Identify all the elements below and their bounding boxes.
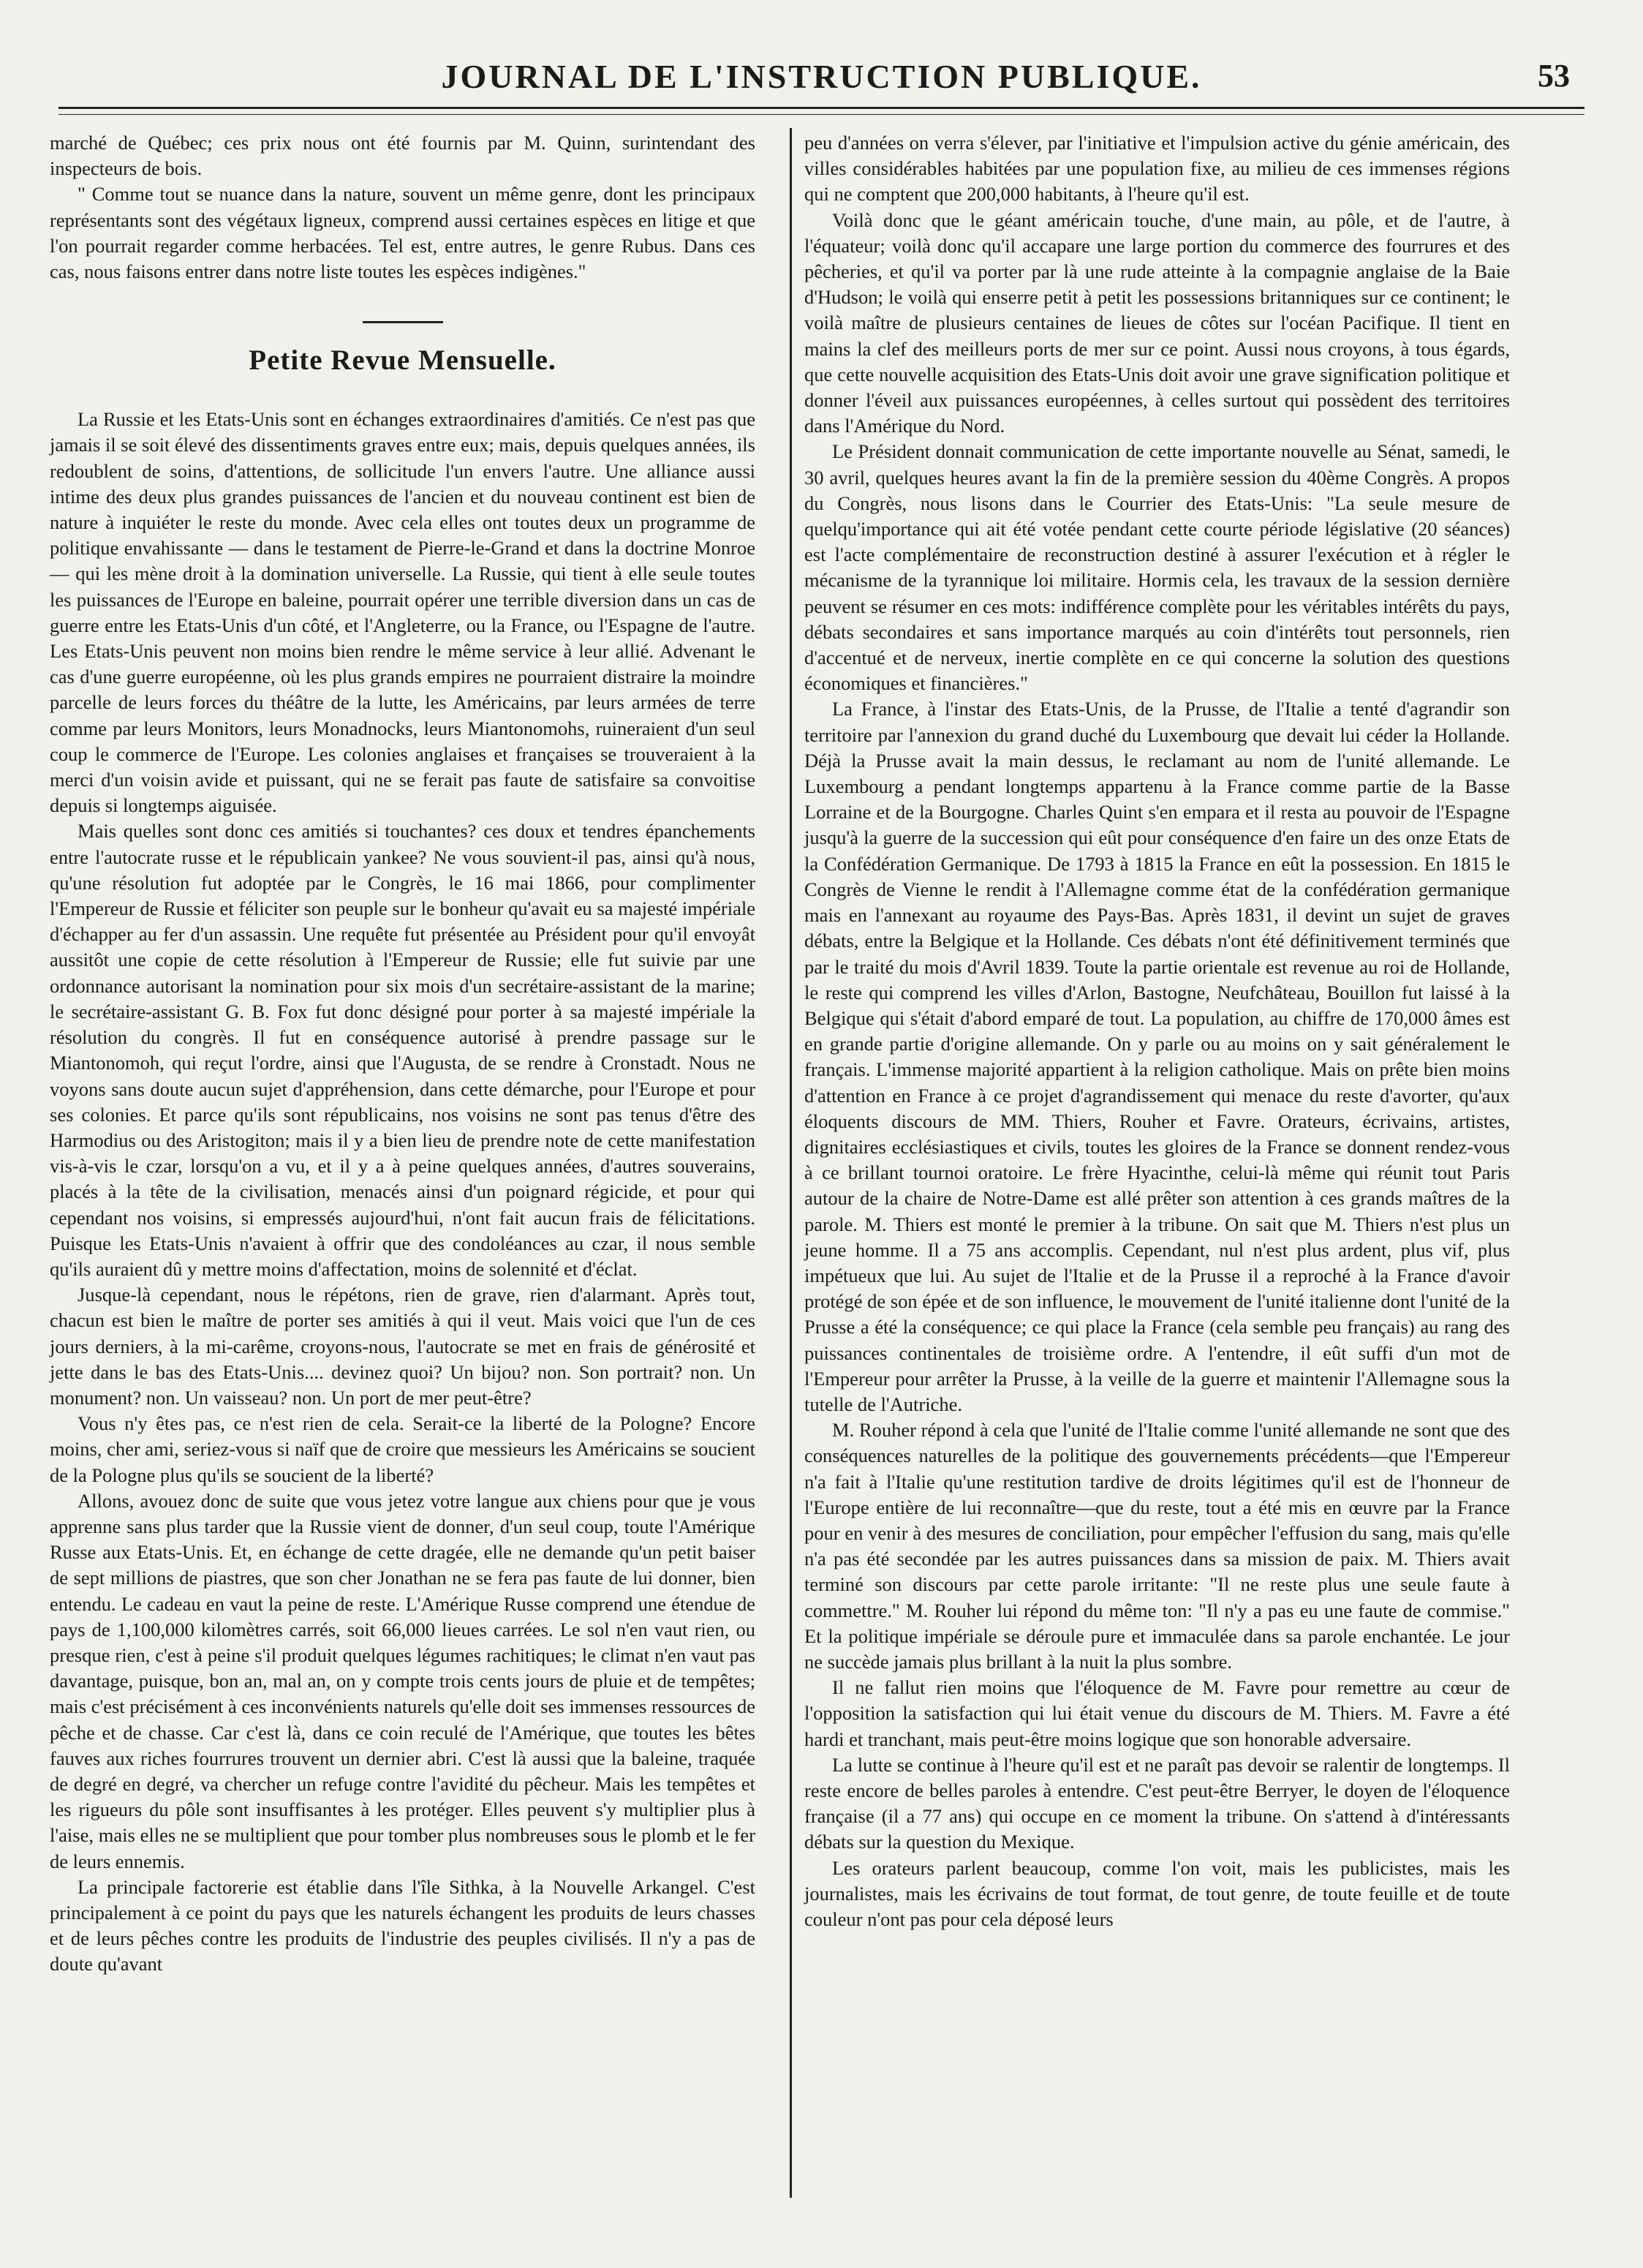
paragraph: La Russie et les Etats-Unis sont en échanges extraordinaires d'amitiés. Ce n'est pas que jamais il se soit élevé des dissentiments graves entre eux; mais, depuis quelques années, ils redoublent de soins, d'attentions, de sollicitude l'un envers l'autre. Une alliance aussi intime des deux plus grandes puissances de l'ancien et du nouveau continent est bien de nature à inquiéter le reste du monde. Avec cela elles ont toutes deux un programme de politique envahissante — dans le testament de Pierre-le-Grand et dans la doctrine Monroe — qui les mène droit à la domination universelle. La Russie, qui tient à elle seule toutes les puissances de l'Europe en baleine, pourrait opérer une terrible diversion dans un cas de guerre entre les Etats-Unis d'un côté, et l'Angleterre, ou la France, ou l'Espagne de l'autre. Les Etats-Unis peuvent non moins bien rendre le même service à leur allié. Advenant le cas d'une guerre européenne, où les plus grands empires ne pourraient distraire la moindre parcelle de leurs forces du théâtre de la lutte, les Américains, par leurs armées de terre comme par leurs Monitors, leurs Monadnocks, leurs Miantonomohs, ruineraient d'un seul coup le commerce de l'Europe. Les colonies anglaises et françaises se trouveraient à la merci d'un voisin avide et puissant, qui ne se ferait pas faute de satisfaire sa convoitise depuis si longtemps aiguisée. [50, 408, 755, 817]
paragraph: " Comme tout se nuance dans la nature, souvent un même genre, dont les principaux représentants sont des végétaux ligneux, comprend aussi certaines espèces en litige et que l'on pourrait regarder comme herbacées. Tel est, entre autres, le genre Rubus. Dans ces cas, nous faisons entrer dans notre liste toutes les espèces indigènes." [50, 183, 755, 283]
header-rule-thick [58, 107, 1585, 109]
section-title: Petite Revue Mensuelle. [249, 344, 556, 377]
paragraph: Voilà donc que le géant américain touche, d'une main, au pôle, et de l'autre, à l'équateur; voilà donc qu'il accapare une large portion du commerce des fourrures et des pêcheries, et qu'il va porter par là une rude atteinte à la compagnie anglaise de la Baie d'Hudson; le voilà qui enserre petit à petit les possessions britanniques sur ce continent; le voilà maître de plusieurs centaines de lieues de côtes sur l'océan Pacifique. Il tient en mains la clef des meilleurs ports de mer sur ce point. Aussi nous croyons, à tous égards, que cette nouvelle acquisition des Etats-Unis doit avoir une grave signification politique et donner l'éveil aux puissances européennes, à celles surtout qui possèdent des territoires dans l'Amérique du Nord. [804, 208, 1510, 437]
paragraph: Allons, avouez donc de suite que vous jetez votre langue aux chiens pour que je vous apprenne sans plus tarder que la Russie vient de donner, d'un seul coup, toute l'Amérique Russe aux Etats-Unis. Et, en échange de cette dragée, elle ne demande qu'un petit baiser de sept millions de piastres, que son cher Jonathan ne se fera pas faute de lui donner, bien entendu. Le cadeau en vaut la peine de reste. L'Amérique Russe comprend une étendue de pays de 1,100,000 kilomètres carrés, soit 66,000 lieues carrées. Le sol n'en vaut rien, ou presque rien, c'est à peine s'il produit quelques légumes rachitiques; le climat n'en vaut pas davantage, puisque, bon an, mal an, on y compte trois cents jours de pluie et de tempêtes; mais c'est précisément à ces inconvénients naturels qu'elle doit ses immenses ressources de pêche et de chasse. Car c'est là, dans ce coin reculé de l'Amérique, que toutes les bêtes fauves aux riches fourrures trouvent un dernier abri. C'est là aussi que la baleine, traquée de degré en degré, va chercher un refuge contre l'avidité du pêcheur. Mais les tempêtes et les rigueurs du pôle sont insuffisantes à les protéger. Elles peuvent s'y multiplier plus à l'aise, mais elles ne se multiplient que pour tomber plus nombreuses sous le plomb et le fer de leurs ennemis. [50, 1489, 755, 1872]
paragraph: Mais quelles sont donc ces amitiés si touchantes? ces doux et tendres épanchements entre l'autocrate russe et le républicain yankee? Ne vous souvient-il pas, ainsi qu'à nous, qu'une résolution fut adoptée par le Congrès, le 16 mai 1866, pour complimenter l'Empereur de Russie et féliciter son peuple sur le bonheur qu'avait eu sa majesté impériale d'échapper au fer d'un assassin. Une requête fut présentée au Président pour qu'il envoyât aussitôt une copie de cette résolution à l'Empereur de Russie; elle fut suivie par une ordonnance autorisant la nomination pour six mois d'un secrétaire-assistant de la marine; le secrétaire-assistant G. B. Fox fut donc désigné pour porter à sa majesté impériale la résolution du congrès. Il fut en conséquence autorisé à prendre passage sur le Miantonomoh, qui reçut l'ordre, ainsi que l'Augusta, de se rendre à Cronstadt. Nous ne voyons sans doute aucun sujet d'appréhension, dans cette démarche, pour l'Europe et pour ses colonies. Et parce qu'ils sont républicains, nos voisins ne sont pas tenus d'être des Harmodius ou des Aristogiton; mais il y a bien lieu de prendre note de cette manifestation vis-à-vis le czar, lorsqu'on a vu, et il y a à peine quelques années, d'autres souverains, placés à la tête de la civilisation, menacés ainsi d'un poignard régicide, et pour qui cependant nos voisins, si empressés aujourd'hui, n'ont fait aucun frais de félicitations. Puisque les Etats-Unis n'avaient à offrir que des condoléances au czar, il nous semble qu'ils auraient dû y mettre moins d'affectation, moins de solennité et d'éclat. [50, 820, 755, 1280]
right-column [804, 130, 1510, 1932]
paragraph: peu d'années on verra s'élever, par l'initiative et l'impulsion active du génie américain, des villes considérables habitées par une population fixe, au milieu de ces immenses régions qui ne comptent que 200,000 habitants, à l'heure qu'il est. [804, 132, 1510, 206]
column-separator [790, 128, 792, 2198]
left-column [50, 130, 755, 1978]
journal-title: JOURNAL DE L'INSTRUCTION PUBLIQUE. [441, 58, 1202, 95]
paragraph: Il ne fallut rien moins que l'éloquence de M. Favre pour remettre au cœur de l'opposition la satisfaction qui lui était venue du discours de M. Thiers. M. Favre a été hardi et tranchant, mais peut-être moins logique que son honorable adversaire. [804, 1676, 1510, 1750]
paragraph: Le Président donnait communication de cette importante nouvelle au Sénat, samedi, le 30 avril, quelques heures avant la fin de la première session du 40ème Congrès. A propos du Congrès, nous lisons dans le Courrier des Etats-Unis: "La seule mesure de quelqu'importance qui ait été votée pendant cette courte période législative (20 séances) est l'acte complémentaire de reconstruction destiné à assurer l'exécution et à régler le mécanisme de la tyrannique loi militaire. Hormis cela, les travaux de la session dernière peuvent se résumer en ces mots: indifférence complète pour les véritables intérêts du pays, débats secondaires et sans importance marqués au coin d'intérêts tout personnels, rien d'accentué et de nerveux, inertie complète en ce qui concerne la solution des questions économiques et financières." [804, 440, 1510, 695]
paragraph: La lutte se continue à l'heure qu'il est et ne paraît pas devoir se ralentir de longtemps. Il reste encore de belles paroles à entendre. C'est peut-être Berryer, le doyen de l'éloquence française (il a 77 ans) qui occupe en ce moment la tribune. On s'attend à d'intéressants débats sur la question du Mexique. [804, 1753, 1510, 1853]
paragraph: Les orateurs parlent beaucoup, comme l'on voit, mais les publicistes, mais les journalistes, mais les écrivains de tout format, de tout genre, de toute feuille et de toute couleur n'ont pas pour cela déposé leurs [804, 1856, 1510, 1931]
paragraph: Jusque-là cependant, nous le répétons, rien de grave, rien d'alarmant. Après tout, chacun est bien le maître de porter ses amitiés à qui il veut. Mais voici que l'un de ces jours derniers, à la mi-carême, croyons-nous, l'autocrate se met en frais de générosité et jette dans le bas des Etats-Unis.... devinez quoi? Un bijou? non. Son portrait? non. Un monument? non. Un vaisseau? non. Un port de mer peut-être? [50, 1284, 755, 1409]
paragraph: M. Rouher répond à cela que l'unité de l'Italie comme l'unité allemande ne sont que des conséquences naturelles de la politique des gouvernements précédents—que l'Empereur n'a fait à l'Italie qu'une restitution tardive de droits légitimes qu'il est de l'honneur de l'Europe entière de lui reconnaître—que du reste, tout a été mis en œuvre par la France pour en venir à des mesures de conciliation, pour empêcher l'effusion du sang, mais qu'elle n'a pas été secondée par les autres puissances dans sa mission de paix. M. Thiers avait terminé son discours par cette parole irritante: "Il ne reste plus une seule faute à commettre." M. Rouher lui répond du même ton: "Il n'y a pas eu une faute de commise." Et la politique impériale se déroule pure et immaculée dans sa parole enchantée. Le jour ne succède jamais plus brillant à la nuit la plus sombre. [804, 1419, 1510, 1673]
paragraph: La principale factorerie est établie dans l'île Sithka, à la Nouvelle Arkangel. C'est principalement à ce point du pays que les naturels échangent les produits de leurs chasses et de leurs pêches contre les produits de l'industrie des peuples civilisés. Il n'y a pas de doute qu'avant [50, 1875, 755, 1975]
header-rule-thin [58, 114, 1585, 115]
paragraph: La France, à l'instar des Etats-Unis, de la Prusse, de l'Italie a tenté d'agrandir son territoire par l'annexion du grand duché du Luxembourg que devait lui céder la Hollande. Déjà la Prusse avait la main dessus, le reclamant au nom de l'unité allemande. Le Luxembourg a pendant longtemps appartenu à la France comme partie de la Basse Lorraine et de la Bourgogne. Charles Quint s'en empara et il resta au pouvoir de l'Espagne jusqu'à la guerre de la succession qui eût pour conséquence d'en faire un des onze Etats de la Confédération Germanique. De 1793 à 1815 la France en eût la possession. En 1815 le Congrès de Vienne le rendit à l'Allemagne comme état de la confédération germanique mais en l'annexant au royaume des Pays-Bas. Après 1831, il devint un sujet de graves débats, entre la Belgique et la Hollande. Ces débats n'ont été définitivement terminés que par le traité du mois d'Avril 1839. Toute la partie orientale est revenue au roi de Hollande, le reste qui comprend les villes d'Arlon, Bastogne, Neufchâteau, Bouillon fut laissé à la Belgique qui s'était d'abord emparé de tout. La population, au chiffre de 170,000 âmes est en grande partie d'origine allemande. On y parle ou au moins on y sait généralement le français. L'immense majorité appartient à la religion catholique. Mais on prête bien moins d'attention en France à ce projet d'agrandissement qui menace du reste d'avorter, qu'aux éloquents discours de MM. Thiers, Rouher et Favre. Orateurs, écrivains, artistes, dignitaires ecclésiastiques et civils, toutes les gloires de la France se donnent rendez-vous à ce brillant tournoi oratoire. Le frère Hyacinthe, celui-là même qui réunit tout Paris autour de la chaire de Notre-Dame est allé prêter son attention à ces grands maîtres de la parole. M. Thiers est monté le premier à la tribune. On sait que M. Thiers n'est plus un jeune homme. Il a 75 ans accomplis. Cependant, nul n'est plus ardent, plus vif, plus impétueux que lui. Au sujet de l'Italie et de la Prusse il a reproché à la France d'avoir protégé de son épée et de son influence, le mouvement de l'unité italienne dont l'unité de la Prusse a été la conséquence; ce qui place la France (cela semble peu français) au rang des puissances continentales de troisième ordre. A l'entendre, il eût suffi d'un mot de l'Empereur pour arrêter la Prusse, à la veille de la guerre et maintenir l'Allemagne sous la tutelle de l'Autriche. [804, 698, 1510, 1415]
running-head [58, 57, 1585, 101]
page-number: 53 [1538, 58, 1570, 94]
paragraph: Vous n'y êtes pas, ce n'est rien de cela. Serait-ce la liberté de la Pologne? Encore moins, cher ami, seriez-vous si naïf que de croire que messieurs les Américains se soucient de la Pologne plus qu'ils se soucient de la liberté? [50, 1412, 755, 1486]
section-divider [363, 321, 443, 323]
paragraph: marché de Québec; ces prix nous ont été fournis par M. Quinn, surintendant des inspecteurs de bois. [50, 132, 755, 180]
